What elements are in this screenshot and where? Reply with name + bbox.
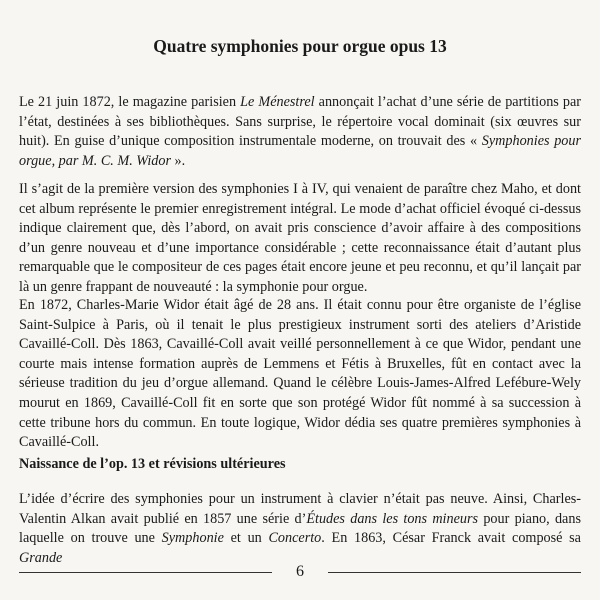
- page-footer: [19, 561, 581, 583]
- page-title: Quatre symphonies pour orgue opus 13: [153, 36, 447, 56]
- text-run: . En 1863, César Franck avait composé sa: [321, 530, 581, 547]
- italic-text: Le Ménestrel: [240, 94, 315, 110]
- italic-text: Études dans les tons mineurs: [306, 510, 479, 527]
- footer-rule-left: [19, 572, 272, 573]
- italic-text: Grande: [19, 549, 63, 566]
- text-run: pour piano, dans laquelle on trouve une: [19, 510, 581, 547]
- text-run: et un: [223, 530, 269, 547]
- italic-text: Concerto: [268, 530, 322, 547]
- text-run: ».: [171, 152, 186, 169]
- section-heading: Naissance de l’op. 13 et révisions ultérieures: [19, 456, 286, 472]
- paragraph-3: En 1872, Charles-Marie Widor était âgé de 28 ans. Il était connu pour être organiste de l’église Saint-Sulpice à Paris, où il tenait le plus prestigieux instrument sorti des ateliers d’Aristide Cavaillé-Coll. Dès 1863, Cavaillé-Coll avait veillé personnellement à ce que Widor, pendant une courte mais intense formation auprès de Lemmens et Fétis à Bruxelles, fût en contact avec la sérieuse tradition du jeu d’orgue allemand. Quand le célèbre Louis-James-Alfred Lefébure-Wely mourut en 1869, Cavaillé-Coll fit en sorte que son protégé Widor fût nommé à sa succession à cette tribune hors du commun. En toute logique, Widor dédia ses quatre premières symphonies à Cavaillé-Coll.: [19, 297, 581, 451]
- italic-text: Symphonies pour orgue, par M. C. M. Widor: [19, 133, 581, 169]
- paragraph-4: [19, 490, 581, 568]
- footer-rule-right: [328, 572, 581, 573]
- text-run: annonçait l’achat d’une série de partitions par l’état, destinées à ses bibliothèques. Sans surprise, le répertoire vocal dominait (six œuvres sur huit). En guise d’unique composition instrumentale moderne, on trouvait des «: [19, 94, 581, 150]
- italic-text: Symphonie: [161, 530, 224, 547]
- paragraph-1: [19, 93, 581, 171]
- text-run: Le 21 juin 1872, le magazine parisien: [19, 94, 241, 110]
- page-number: 6: [296, 563, 304, 580]
- text-run: L’idée d’écrire des symphonies pour un instrument à clavier n’était pas neuve. Ainsi, Charles-Valentin Alkan avait publié en 1857 une série d’: [19, 491, 581, 527]
- paragraph-2: Il s’agit de la première version des symphonies I à IV, qui venaient de paraître chez Maho, et dont cet album représente le premier enregistrement intégral. Le mode d’achat officiel évoqué ci-dessus indique clairement que, dès l’abord, on avait pris conscience d’avoir affaire à des compositions d’un genre nouveau et d’une importance considérable ; cette reconnaissance était d’autant plus remarquable que le compositeur de ces pages était encore jeune et peu reconnu, et qu’il lançait par là un genre frappant de nouveauté : la symphonie pour orgue.: [19, 181, 581, 295]
